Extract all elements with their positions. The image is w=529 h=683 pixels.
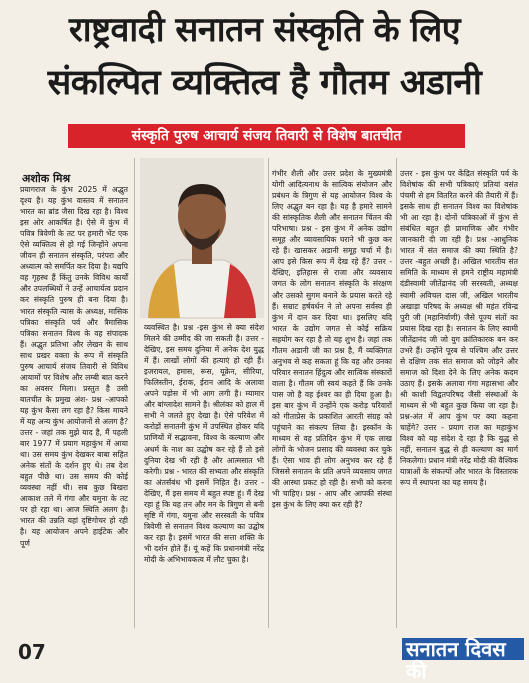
column-text: उत्तर - इस कुंभ पर केंद्रित संस्कृति पर्व के विशेषांक की सभी पत्रिकाएं प्रतियां वसंत पंचमी से हम वितरित करने की तैयारी में हैं। इसके साथ ही सनातन विश्व का विशेषांक भी आ रहा है। दोनों पत्रिकाओं में कुंभ से संबंधित बहुत ही प्रामाणिक और गंभीर जानकारी दी जा रही है। प्रश्न -आधुनिक भारत में संत समाज की क्या स्थिति है? उत्तर -बहुत अच्छी है। अखिल भारतीय संत समिति के माध्यम से हमने राष्ट्रीय महामंत्री दंडीस्वामी जीतेंद्रानंद जी सरस्वती, अध्यक्ष स्वामी अविचल दास जी, अखिल भारतीय अखाड़ा परिषद के अध्यक्ष श्री महंत रविन्द्र पुरी जी (महानिर्वाणी) जैसे पूज्य संतों का प्रयास दिख रहा है। सनातन के लिए स्वामी जीतेंद्रानंद जी जो युग क्रांतिकारक बन कर उभरे हैं। उन्होंने पूरब से पश्चिम और उत्तर से दक्षिण तक संत समाज को जोड़ने और समाज को दिशा देने के लिए अनेक कदम उठाए हैं। इसके अलावा गंगा महासभा और श्री काशी विद्वतपरिषद जैसी संस्थाओं के माध्यम से भी बहुत कुछ किया जा रहा है। प्रश्न-अंत में आप कुंभ पर क्या कहना चाहेंगे? उत्तर - प्रयाग राज का महाकुंभ विश्व को यह संदेश दे रहा है कि युद्ध से नहीं, सनातन बुद्ध से ही कल्याण का मार्ग निकलेगा। प्रधान मंत्री नरेंद्र मोदी की वैश्विक यात्राओं के संकल्पों और भारत के विस्तारक रूप में स्थापना का यह समय है। bbox=[400, 169, 518, 488]
column-divider bbox=[134, 158, 135, 628]
headline-line-2: संकल्पित व्यक्तित्व है गौतम अडानी bbox=[47, 63, 482, 103]
column-divider bbox=[268, 158, 269, 628]
article-column-1 bbox=[20, 184, 128, 632]
page-number: 07 bbox=[18, 640, 46, 664]
column-divider bbox=[396, 158, 397, 628]
subheading-banner: संस्कृति पुरुष आचार्य संजय तिवारी से विशेष बातचीत bbox=[68, 124, 465, 148]
article-column-3 bbox=[272, 168, 392, 632]
column-text: व्यवस्थित है। प्रश्न -इस कुंभ से क्या संदेश मिलने की उम्मीद की जा सकती है। उत्तर - देखिए, इस समय दुनिया में अनेक देश युद्ध में हैं। लाखों लोगों की हत्याएं हो रही हैं। इजरायल, हमास, रूस, यूक्रेन, सीरिया, फिलिस्तीन, ईराक, ईरान आदि के अलावा अपने पड़ोस में भी आग लगी है। म्यामार और बांग्लादेश सामने है। श्रीलंका को हाल में सभी ने जलते हुए देखा है। ऐसे परिवेश में करोड़ों सनातनी कुंभ में उपस्थित होकर यदि प्राणियों में सद्भावना, विश्व के कल्याण और अधर्म के नाश का उद्घोष कर रहे हैं तो इसे दुनिया देख भी रही है और आत्मसात भी करेगी। प्रश्न - भारत की सभ्यता और संस्कृति का अंतर्संबंध भी इसमें निहित है। उत्तर - देखिए, मैं इस समय में बहुत स्पष्ट हूं। मैं देख रहा हूं कि यह तन और मन के त्रिगुण से बनी सृष्टि में गंगा, यमुना और सरस्वती के पवित्र त्रिवेणी से सनातन विश्व कल्याण का उद्घोष कर रहा है। इसमें भारत की सत्ता शक्ति के भी दर्शन होते हैं। यूं कहें कि प्रधानमंत्री नरेंद्र मोदी के अभिभावकत्व में लौट चुका है। bbox=[144, 323, 265, 564]
next-article-heading: सनातन दिवस की bbox=[402, 638, 524, 660]
portrait-photo bbox=[140, 158, 264, 318]
portrait-image bbox=[140, 158, 264, 318]
article-column-4 bbox=[400, 168, 518, 632]
column-text: गंभीर शैली और उत्तर प्रदेश के मुख्यमंत्री योगी आदित्यनाथ के सात्विक संयोजन और प्रबंधन के त्रिगुण से यह आयोजन विश्व के लिए अद्भुत बन रहा है। यह है हमारे सामने की सांस्कृतिक शैली और सनातन चिंतन की परिभाषा। प्रश्न - इस कुंभ में अनेक उद्योग समूह और व्यावसायिक घराने भी कुछ कर रहे हैं। खासकर अडानी समूह चर्चा में है। आप इसे किस रूप में देख रहे हैं? उत्तर - देखिए, इतिहास से राजा और व्यवसाय जगत के लोग सनातन संस्कृति के संरक्षण और उसको सुगम बनाने के प्रयास करते रहे हैं। सम्राट हर्षवर्धन ने तो अपना सर्वस्व ही कुंभ में दान कर दिया था। इसलिए यदि भारत के उद्योग जगत से कोई सक्रिय सहयोग कर रहा है तो यह शुभ है। जहां तक गौतम अडानी जी का प्रश्न है, मैं व्यक्तिगत अनुभव से कह सकता हूं कि वह और उनका परिवार सनातन हिंदुत्व और सात्विक संस्कारों वाला है। गौतम जी स्वयं कहते हैं कि उनके पास जो है वह ईश्वर का ही दिया हुआ है। इस बार कुंभ में उन्होंने एक करोड़ परिवारों को गीताप्रेस के प्रकाशित आरती संग्रह को पहुंचाने का संकल्प लिया है। इस्कॉन के माध्यम से वह प्रतिदिन कुंभ में एक लाख लोगों के भोजन प्रसाद की व्यवस्था कर चुके हैं। ऐसा भाव ही लोग अनुभव कर रहे हैं जिससे सनातन के प्रति अपने व्यवसाय जगत की आस्था प्रकट हो रही है। सभी को करना भी चाहिए। प्रश्न - आप और आपकी संस्था इस कुंभ के लिए क्या कर रही है? bbox=[272, 169, 392, 510]
author-byline: अशोक मिश्र bbox=[22, 172, 71, 185]
column-text: प्रयागराज के कुंभ 2025 में अद्भुत दृश्य है। यह कुंभ वास्तव में सनातन भारत का ब्रांड जैसा दिख रहा है। विश्व इस ओर आकर्षित है। ऐसे में कुंभ में पवित्र त्रिवेणी के तट पर हमारी भेंट एक ऐसे व्यक्तित्व से हो गई जिन्होंने अपना जीवन ही सनातन संस्कृति, परंपरा और अध्यात्म को समर्पित कर दिया है। यद्यपि वह गृहस्थ हैं किंतु उनके विविध कार्यों और उपलब्धियों ने उन्हें आचार्यत्व प्रदान कर संस्कृति पुरुष ही बना दिया है। भारत संस्कृति न्यास के अध्यक्ष, मासिक पत्रिका संस्कृति पर्व और त्रैमासिक पत्रिका सनातन विश्व के वह संपादक हैं। अद्भुत प्रतिभा और लेखन के साथ साथ प्रखर वक्ता के रूप में संस्कृति पुरुष आचार्य संजय तिवारी से विविध आयामों पर विशेष और लम्बी बात करने का अवसर मिला। प्रस्तुत है उसी बातचीत के प्रमुख अंश- प्रश्न -आपको यह कुंभ कैसा लग रहा है? किस मायने में यह अन्य कुंभ आयोजनों से अलग है? उत्तर - जहां तक मुझे याद है, मैं पहली बार 1977 में प्रयाग महाकुंभ में आया था। उस समय कुंभ देखकर बाबा सहित अनेक संतों के दर्शन हुए थे। तब देश बहुत पीछे था। उस समय की कोई व्यवस्था नहीं थी। सब कुछ बिखरा आकाश तले में गंगा और यमुना के तट पर हो रहा था। आज स्थिति अलग है। भारत की उन्नति यहां दृष्टिगोचर हो रही है। यह आयोजन अपने हाईटेक और पूर्ण bbox=[20, 185, 128, 548]
article-column-2 bbox=[144, 322, 264, 632]
headline-line-1: राष्ट्रवादी सनातन संस्कृति के लिए bbox=[68, 10, 461, 50]
